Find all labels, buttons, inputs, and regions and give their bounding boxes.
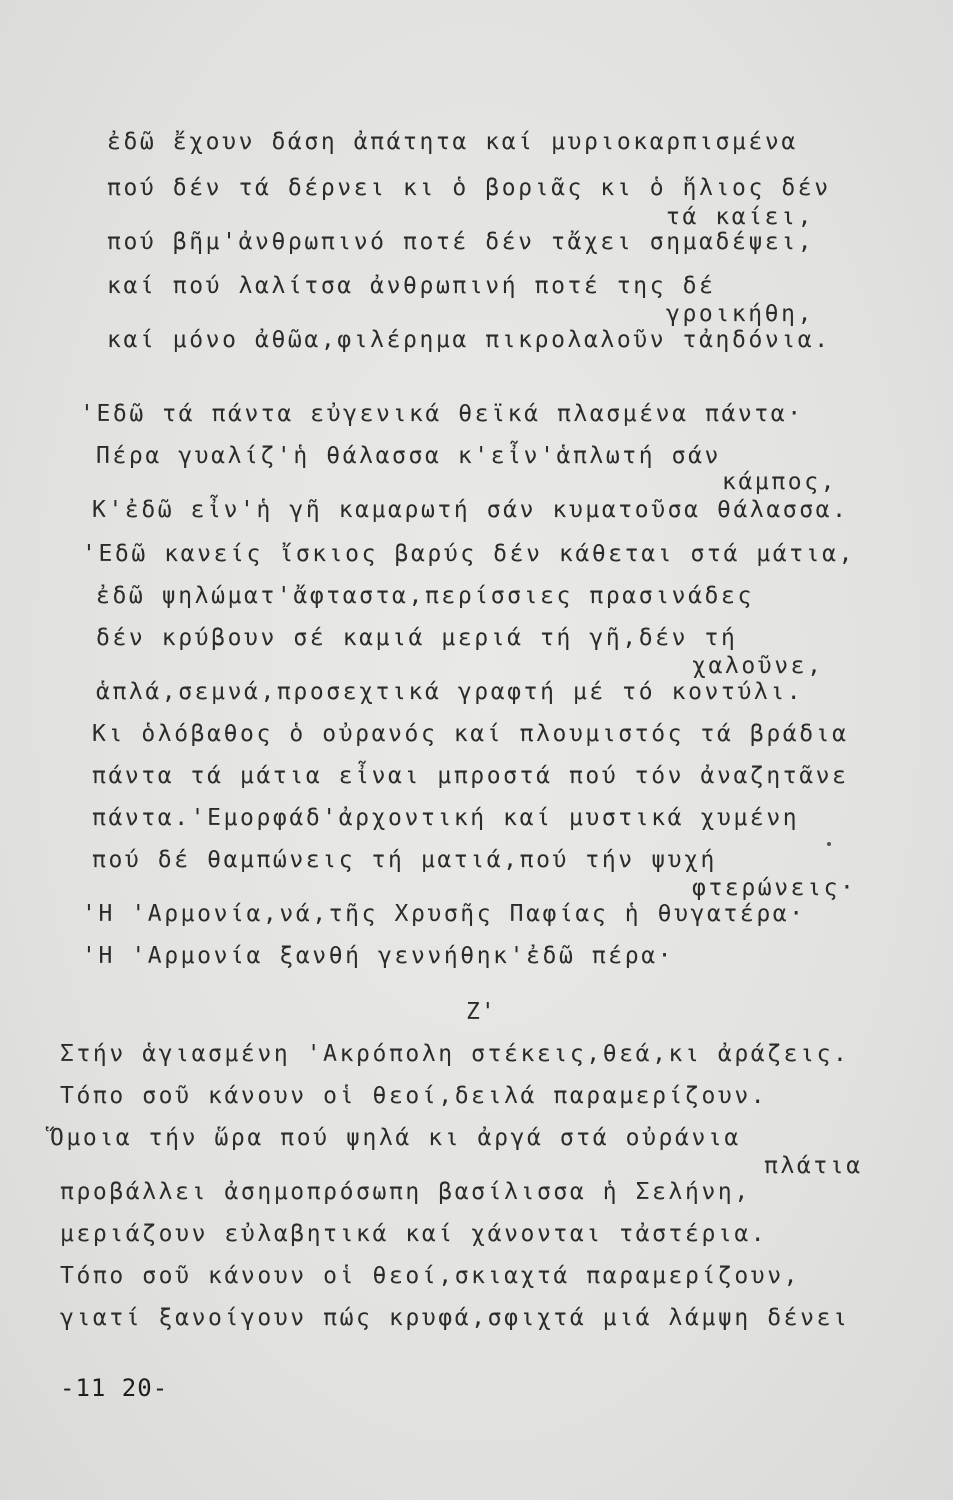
text-line: πού δέν τά δέρνει κι ὁ βοριᾶς κι ὁ ἥλιος δέν xyxy=(107,175,831,201)
text-line: ἐδῶ ψηλώματ'ἄφταστα,περίσσιες πρασινάδες xyxy=(96,583,754,609)
text-line: Τόπο σοῦ κάνουν οἱ θεοί,δειλά παραμερίζουν. xyxy=(60,1083,768,1109)
text-line: πού δέ θαμπώνεις τή ματιά,πού τήν ψυχή xyxy=(92,847,717,873)
text-line: καί πού λαλίτσα ἀνθρωπινή ποτέ της δέ xyxy=(107,273,716,299)
text-line: 'Εδῶ τά πάντα εὐγενικά θεϊκά πλασμένα πάντα· xyxy=(80,401,804,427)
text-line: 'Η 'Αρμονία,νά,τῆς Χρυσῆς Παφίας ἡ θυγατέρα· xyxy=(82,901,806,927)
text-line: μεριάζουν εὐλαβητικά καί χάνονται τἀστέρια. xyxy=(60,1221,768,1247)
text-line: γροικήθη, xyxy=(666,301,815,327)
text-line: καί μόνο ἀθῶα,φιλέρημα πικρολαλοῦν τἀηδόνια. xyxy=(107,327,831,353)
page-number: -11 20- xyxy=(60,1374,169,1402)
text-line: 'Η 'Αρμονία ξανθή γεννήθηκ'ἐδῶ πέρα· xyxy=(82,943,675,969)
text-line: πλάτια xyxy=(764,1153,863,1179)
text-line: κάμπος, xyxy=(722,469,838,495)
text-line: 'Εδῶ κανείς ἴσκιος βαρύς δέν κάθεται στά μάτια, xyxy=(82,541,856,567)
text-line: Κ'ἐδῶ εἶν'ἡ γῆ καμαρωτή σάν κυματοῦσα θάλασσα. xyxy=(92,497,849,523)
text-line: τά καίει, xyxy=(666,204,815,230)
text-line: πάντα τά μάτια εἶναι μπροστά πού τόν ἀναζητᾶνε xyxy=(92,763,849,789)
text-line: γιατί ξανοίγουν πώς κρυφά,σφιχτά μιά λάμψη δένει xyxy=(60,1305,850,1331)
text-line: Τόπο σοῦ κάνουν οἱ θεοί,σκιαχτά παραμερίζουν, xyxy=(60,1263,801,1289)
text-line: χαλοῦνε, xyxy=(692,653,824,679)
text-line: ἐδῶ ἔχουν δάση ἀπάτητα καί μυριοκαρπισμένα xyxy=(107,129,798,155)
text-line: δέν κρύβουν σέ καμιά μεριά τή γῆ,δέν τή xyxy=(96,625,738,651)
text-line: πού βῆμ'ἀνθρωπινό ποτέ δέν τἄχει σημαδέψει, xyxy=(107,229,815,255)
text-line: προβάλλει ἀσημοπρόσωπη βασίλισσα ἡ Σελήνη, xyxy=(60,1179,751,1205)
text-line: Κι ὁλόβαθος ὁ οὐρανός καί πλουμιστός τά βράδια xyxy=(92,721,849,747)
text-line: Στήν ἁγιασμένη 'Ακρόπολη στέκεις,θεά,κι ἀράζεις. xyxy=(60,1041,850,1067)
text-line: Πέρα γυαλίζ'ἡ θάλασσα κ'εἶν'ἁπλωτή σάν xyxy=(96,443,721,469)
text-line: πάντα.'Εμορφάδ'ἀρχοντική καί μυστικά χυμένη xyxy=(92,805,800,831)
scan-speck xyxy=(827,842,831,846)
text-line: ἁπλά,σεμνά,προσεχτικά γραφτή μέ τό κοντύλι. xyxy=(96,679,804,705)
text-line: Ὅμοια τήν ὥρα πού ψηλά κι ἀργά στά οὐράνια xyxy=(50,1125,741,1151)
section-heading: Ζ' xyxy=(466,999,496,1025)
text-line: φτερώνεις· xyxy=(692,875,857,901)
